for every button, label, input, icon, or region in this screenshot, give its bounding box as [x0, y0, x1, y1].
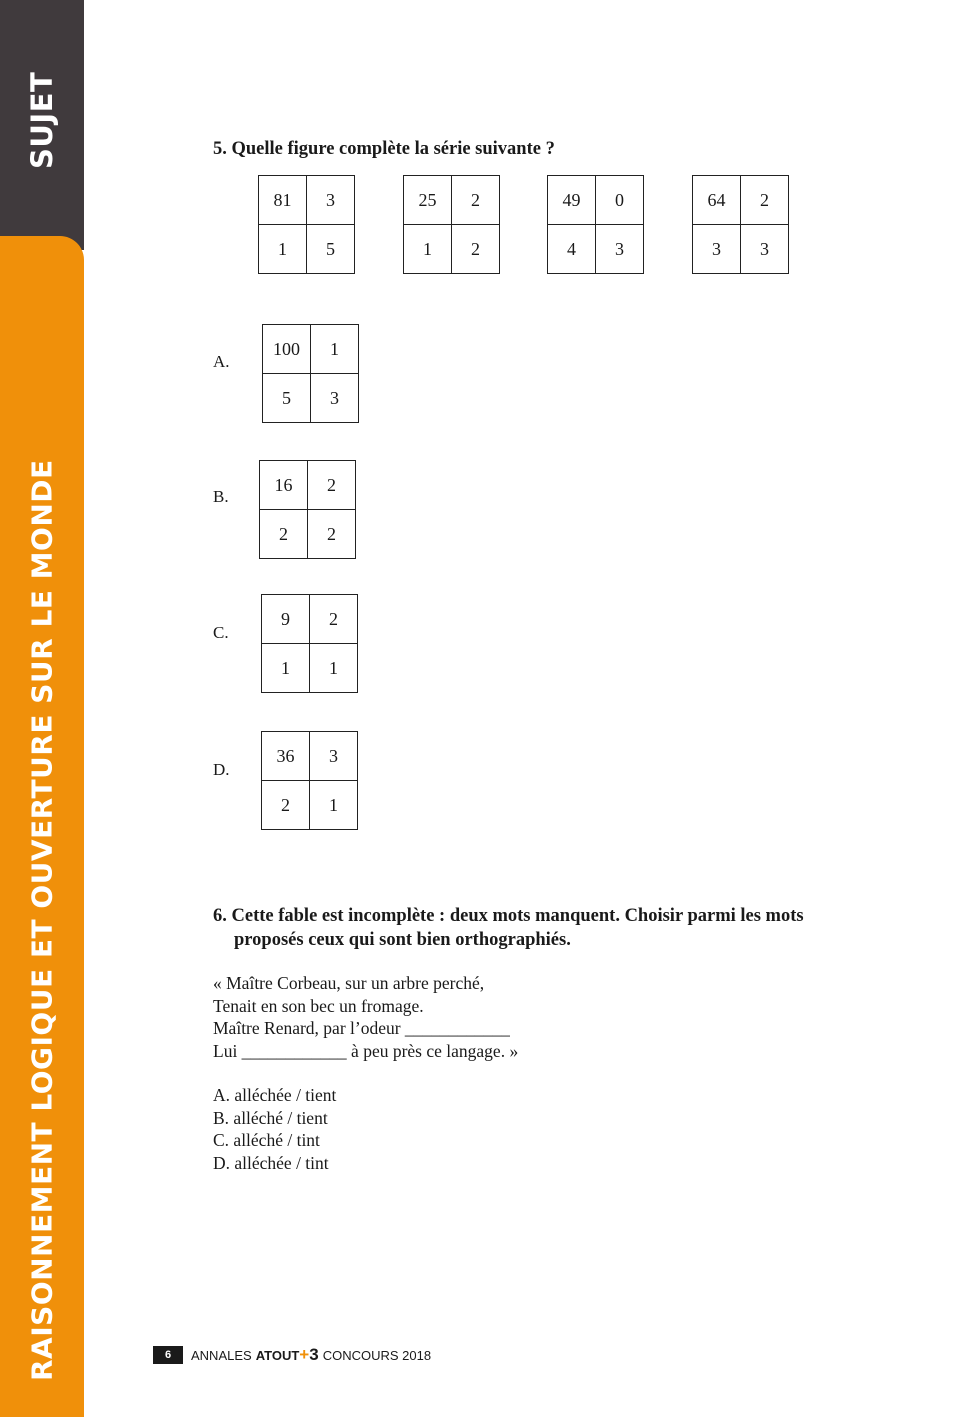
answer-option-c[interactable]: C. alléché / tint [213, 1130, 320, 1150]
cell: 49 [548, 176, 596, 225]
sidebar-section-title: RAISONNEMENT LOGIQUE ET OUVERTURE SUR LE MONDE [25, 459, 59, 1381]
cell: 5 [307, 225, 355, 274]
sidebar-tag: SUJET [25, 71, 59, 169]
cell: 3 [310, 732, 358, 781]
question-5-title: 5. Quelle figure complète la série suivante ? [213, 139, 555, 159]
cell: 16 [260, 461, 308, 510]
cell: 2 [310, 595, 358, 644]
answer-option-b[interactable]: B. alléché / tient [213, 1107, 328, 1128]
footer-prefix: ANNALES [191, 1347, 252, 1363]
cell: 2 [741, 176, 789, 225]
cell: 2 [260, 510, 308, 559]
cell: 1 [259, 225, 307, 274]
page-number: 6 [153, 1346, 183, 1364]
cell: 2 [262, 781, 310, 830]
cell: 5 [263, 374, 311, 423]
option-b-label: B. [213, 487, 229, 506]
cell: 1 [310, 644, 358, 693]
option-d-figure[interactable] [261, 731, 358, 830]
cell: 3 [307, 176, 355, 225]
option-a-label: A. [213, 352, 230, 371]
cell: 36 [262, 732, 310, 781]
brand-three: 3 [309, 1345, 319, 1364]
series-figure-2 [403, 175, 500, 274]
fable-line: Tenait en son bec un fromage. [213, 995, 424, 1016]
cell: 3 [693, 225, 741, 274]
brand-logo [256, 1345, 319, 1365]
cell: 64 [693, 176, 741, 225]
footer-suffix: CONCOURS 2018 [322, 1347, 432, 1363]
option-d-label: D. [213, 760, 230, 779]
question-6-title-line-1: 6. Cette fable est incomplète : deux mots manquent. Choisir parmi les mots [213, 906, 804, 926]
page-footer [153, 1345, 431, 1365]
answer-option-d[interactable]: D. alléchée / tint [213, 1152, 329, 1173]
question-6-title-line-2: proposés ceux qui sont bien orthographiés. [234, 930, 571, 950]
brand-plus: + [299, 1345, 310, 1364]
option-a-figure[interactable] [262, 324, 359, 423]
fable-excerpt [213, 972, 518, 1062]
cell: 1 [404, 225, 452, 274]
option-c-label: C. [213, 623, 229, 642]
cell: 81 [259, 176, 307, 225]
cell: 3 [741, 225, 789, 274]
cell: 2 [308, 461, 356, 510]
cell: 1 [310, 781, 358, 830]
fable-line: Lui ____________ à peu près ce langage. » [213, 1040, 519, 1061]
option-c-figure[interactable] [261, 594, 358, 693]
option-b-figure[interactable] [259, 460, 356, 559]
cell: 4 [548, 225, 596, 274]
cell: 25 [404, 176, 452, 225]
cell: 9 [262, 595, 310, 644]
cell: 2 [308, 510, 356, 559]
cell: 1 [262, 644, 310, 693]
cell: 0 [596, 176, 644, 225]
cell: 3 [596, 225, 644, 274]
cell: 3 [311, 374, 359, 423]
question-6-title [213, 904, 804, 952]
series-figure-1 [258, 175, 355, 274]
cell: 100 [263, 325, 311, 374]
series-figure-3 [547, 175, 644, 274]
answer-option-a[interactable]: A. alléchée / tient [213, 1085, 337, 1105]
cell: 2 [452, 176, 500, 225]
brand-word: ATOUT [255, 1348, 300, 1363]
fable-line: « Maître Corbeau, sur un arbre perché, [213, 973, 485, 993]
cell: 1 [311, 325, 359, 374]
fable-line: Maître Renard, par l’odeur ____________ [213, 1018, 510, 1038]
series-figure-4 [692, 175, 789, 274]
answer-options [213, 1084, 336, 1174]
cell: 2 [452, 225, 500, 274]
